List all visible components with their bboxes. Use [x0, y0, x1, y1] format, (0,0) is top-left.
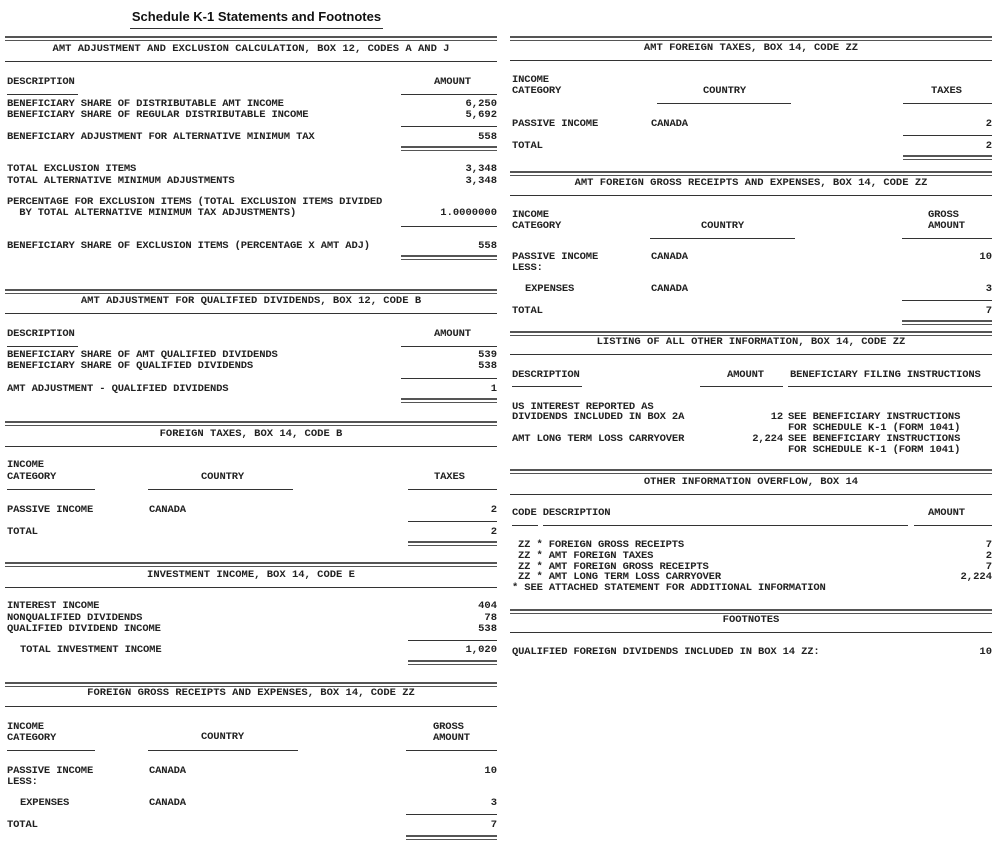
divider	[510, 195, 992, 196]
divider	[510, 469, 992, 474]
row-amount: 10	[979, 251, 992, 263]
divider	[406, 814, 497, 815]
row-amount: 558	[478, 131, 497, 143]
column-header: AMOUNT	[928, 220, 965, 232]
column-header: COUNTRY	[703, 85, 747, 97]
row-label: BENEFICIARY SHARE OF QUALIFIED DIVIDENDS	[7, 360, 254, 372]
column-header: CODE DESCRIPTION	[512, 507, 611, 519]
row-instructions: SEE BENEFICIARY INSTRUCTIONS	[788, 433, 961, 445]
row-label: BENEFICIARY SHARE OF REGULAR DISTRIBUTABLE INCOME	[7, 109, 309, 121]
divider	[406, 835, 497, 840]
row-label: BENEFICIARY SHARE OF AMT QUALIFIED DIVIDENDS	[7, 349, 278, 361]
divider	[401, 378, 497, 379]
section-heading: FOREIGN TAXES, BOX 14, CODE B	[159, 428, 343, 440]
row-label: BENEFICIARY ADJUSTMENT FOR ALTERNATIVE MINIMUM TAX	[7, 131, 315, 143]
row-label: PASSIVE INCOME	[7, 765, 94, 777]
row-label: NONQUALIFIED DIVIDENDS	[7, 612, 143, 624]
divider	[902, 238, 992, 239]
total-amount: 2	[490, 526, 497, 538]
divider	[408, 541, 497, 546]
row-label: PERCENTAGE FOR EXCLUSION ITEMS (TOTAL EXCLUSION ITEMS DIVIDED	[7, 196, 383, 208]
divider	[510, 494, 992, 495]
divider	[914, 525, 992, 526]
row-amount: 404	[478, 600, 497, 612]
column-header: INCOME	[7, 459, 44, 471]
column-header: AMOUNT	[434, 76, 471, 88]
row-label: EXPENSES	[20, 797, 70, 809]
row-amount: 539	[478, 349, 497, 361]
row-label: TOTAL EXCLUSION ITEMS	[7, 163, 137, 175]
row-label: US INTEREST REPORTED AS	[512, 401, 654, 413]
column-header: CATEGORY	[512, 85, 562, 97]
column-header: BENEFICIARY FILING INSTRUCTIONS	[790, 369, 981, 381]
section-heading: OTHER INFORMATION OVERFLOW, BOX 14	[643, 476, 859, 488]
section-heading: AMT FOREIGN GROSS RECEIPTS AND EXPENSES, BOX 14, CODE ZZ	[574, 177, 928, 189]
column-header: INCOME	[7, 721, 44, 733]
divider	[5, 421, 497, 426]
divider	[5, 706, 497, 707]
row-amount: 78	[484, 612, 497, 624]
divider	[903, 103, 992, 104]
column-header: GROSS	[433, 721, 464, 733]
divider	[5, 289, 497, 294]
row-country: CANADA	[149, 765, 186, 777]
divider	[408, 489, 497, 490]
row-amount: 10	[979, 646, 992, 658]
total-label: TOTAL	[7, 526, 38, 538]
column-header: INCOME	[512, 74, 549, 86]
divider	[650, 238, 795, 239]
total-amount: 7	[985, 305, 992, 317]
divider	[512, 525, 538, 526]
row-amount: 12	[770, 411, 783, 423]
row-country: CANADA	[651, 283, 688, 295]
row-amount: 3,348	[465, 163, 497, 175]
divider	[5, 313, 497, 314]
row-amount: 7	[985, 539, 992, 551]
column-header: AMOUNT	[433, 732, 470, 744]
row-label: BENEFICIARY SHARE OF EXCLUSION ITEMS (PERCENTAGE X AMT ADJ)	[7, 240, 370, 252]
section-heading: AMT ADJUSTMENT FOR QUALIFIED DIVIDENDS, BOX 12, CODE B	[80, 295, 422, 307]
divider	[510, 36, 992, 41]
divider	[902, 300, 992, 301]
divider	[148, 489, 293, 490]
divider	[512, 386, 582, 387]
row-country: CANADA	[651, 251, 688, 263]
divider	[148, 750, 298, 751]
section-heading: AMT ADJUSTMENT AND EXCLUSION CALCULATION, BOX 12, CODES A AND J	[52, 43, 450, 55]
column-header: CATEGORY	[512, 220, 562, 232]
row-label: BY TOTAL ALTERNATIVE MINIMUM TAX ADJUSTMENTS)	[7, 207, 297, 219]
total-label: TOTAL	[512, 140, 543, 152]
row-amount: 2	[490, 504, 497, 516]
divider	[903, 135, 992, 136]
row-label: PASSIVE INCOME	[512, 118, 599, 130]
row-label: ZZ * FOREIGN GROSS RECEIPTS	[518, 539, 685, 551]
section-heading: LISTING OF ALL OTHER INFORMATION, BOX 14, CODE ZZ	[596, 336, 906, 348]
column-header: TAXES	[434, 471, 465, 483]
divider	[510, 171, 992, 176]
column-header: COUNTRY	[701, 220, 745, 232]
footnote-text: * SEE ATTACHED STATEMENT FOR ADDITIONAL INFORMATION	[512, 582, 826, 594]
column-header: AMOUNT	[727, 369, 764, 381]
less-label: LESS:	[7, 776, 38, 788]
divider	[5, 61, 497, 62]
less-label: LESS:	[512, 262, 543, 274]
row-amount: 7	[985, 561, 992, 573]
row-amount: 2	[985, 550, 992, 562]
row-label: DIVIDENDS INCLUDED IN BOX 2A	[512, 411, 685, 423]
section-heading: INVESTMENT INCOME, BOX 14, CODE E	[147, 569, 355, 581]
row-country: CANADA	[149, 504, 186, 516]
divider	[401, 398, 497, 403]
row-instructions: FOR SCHEDULE K-1 (FORM 1041)	[788, 444, 961, 456]
divider	[5, 587, 497, 588]
row-amount: 3	[985, 283, 992, 295]
column-header: AMOUNT	[928, 507, 965, 519]
divider	[5, 562, 497, 567]
total-label: TOTAL	[7, 819, 38, 831]
divider	[401, 94, 497, 95]
divider	[401, 346, 497, 347]
total-amount: 7	[490, 819, 497, 831]
row-label: QUALIFIED DIVIDEND INCOME	[7, 623, 161, 635]
divider	[7, 750, 95, 751]
row-amount: 2	[985, 118, 992, 130]
column-header: AMOUNT	[434, 328, 471, 340]
row-country: CANADA	[651, 118, 688, 130]
divider	[130, 28, 383, 29]
divider	[903, 155, 992, 160]
column-header: CATEGORY	[7, 471, 57, 483]
column-header: CATEGORY	[7, 732, 57, 744]
divider	[5, 36, 497, 41]
divider	[5, 446, 497, 447]
section-heading: AMT FOREIGN TAXES, BOX 14, CODE ZZ	[643, 42, 859, 54]
divider	[788, 386, 992, 387]
row-label: AMT ADJUSTMENT - QUALIFIED DIVIDENDS	[7, 383, 229, 395]
row-amount: 558	[478, 240, 497, 252]
row-amount: 3,348	[465, 175, 497, 187]
divider	[406, 750, 497, 751]
row-amount: 538	[478, 623, 497, 635]
column-header: TAXES	[931, 85, 962, 97]
row-label: ZZ * AMT FOREIGN GROSS RECEIPTS	[518, 561, 709, 573]
divider	[401, 126, 497, 127]
total-amount: 1,020	[465, 644, 497, 656]
divider	[700, 386, 783, 387]
row-label: TOTAL ALTERNATIVE MINIMUM ADJUSTMENTS	[7, 175, 235, 187]
divider	[408, 640, 497, 641]
row-label: BENEFICIARY SHARE OF DISTRIBUTABLE AMT INCOME	[7, 98, 284, 110]
divider	[543, 525, 908, 526]
column-header: DESCRIPTION	[512, 369, 580, 381]
row-amount: 10	[484, 765, 497, 777]
divider	[657, 103, 791, 104]
row-label: ZZ * AMT FOREIGN TAXES	[518, 550, 654, 562]
row-label: INTEREST INCOME	[7, 600, 100, 612]
column-header: DESCRIPTION	[7, 76, 75, 88]
divider	[510, 60, 992, 61]
divider	[408, 521, 497, 522]
row-amount: 6,250	[465, 98, 497, 110]
row-amount: 1	[490, 383, 497, 395]
row-amount: 2,224	[960, 571, 992, 583]
column-header: COUNTRY	[201, 471, 245, 483]
row-amount: 538	[478, 360, 497, 372]
row-label: QUALIFIED FOREIGN DIVIDENDS INCLUDED IN BOX 14 ZZ:	[512, 646, 820, 658]
row-instructions: FOR SCHEDULE K-1 (FORM 1041)	[788, 422, 961, 434]
divider	[902, 320, 992, 325]
row-amount: 1.0000000	[440, 207, 497, 219]
row-label: PASSIVE INCOME	[7, 504, 94, 516]
page-title: Schedule K-1 Statements and Footnotes	[131, 9, 382, 24]
row-label: ZZ * AMT LONG TERM LOSS CARRYOVER	[518, 571, 721, 583]
divider	[7, 346, 78, 347]
row-label: PASSIVE INCOME	[512, 251, 599, 263]
section-heading: FOOTNOTES	[722, 614, 780, 626]
row-label: EXPENSES	[525, 283, 575, 295]
row-amount: 2,224	[752, 433, 783, 445]
row-country: CANADA	[149, 797, 186, 809]
row-amount: 3	[490, 797, 497, 809]
divider	[401, 255, 497, 260]
total-label: TOTAL INVESTMENT INCOME	[20, 644, 162, 656]
column-header: COUNTRY	[201, 731, 245, 743]
divider	[401, 146, 497, 151]
row-instructions: SEE BENEFICIARY INSTRUCTIONS	[788, 411, 961, 423]
divider	[510, 632, 992, 633]
divider	[7, 94, 78, 95]
divider	[401, 226, 497, 227]
divider	[7, 489, 95, 490]
divider	[510, 354, 992, 355]
total-amount: 2	[985, 140, 992, 152]
column-header: INCOME	[512, 209, 549, 221]
column-header: DESCRIPTION	[7, 328, 75, 340]
section-heading: FOREIGN GROSS RECEIPTS AND EXPENSES, BOX 14, CODE ZZ	[87, 687, 415, 699]
row-amount: 5,692	[465, 109, 497, 121]
row-label: AMT LONG TERM LOSS CARRYOVER	[512, 433, 685, 445]
column-header: GROSS	[928, 209, 959, 221]
total-label: TOTAL	[512, 305, 543, 317]
divider	[408, 660, 497, 665]
